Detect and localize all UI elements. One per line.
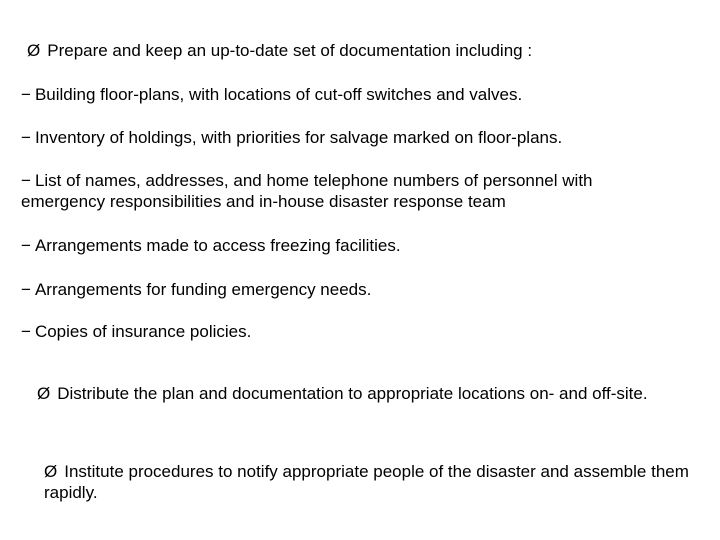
dash-bullet-icon: − <box>21 280 31 299</box>
list-item <box>21 84 522 105</box>
dash-bullet-icon: − <box>21 128 31 147</box>
arrow-bullet-icon: Ø <box>27 41 41 60</box>
dash-bullet-icon: − <box>21 171 31 190</box>
list-item <box>21 127 562 148</box>
institute-text: Institute procedures to notify appropriate people of the disaster and assemble them rapidly. <box>44 462 689 502</box>
list-item-text: Arrangements for funding emergency needs. <box>34 280 372 299</box>
arrow-bullet-icon: Ø <box>44 462 58 481</box>
list-item-text: List of names, addresses, and home telephone numbers of personnel with emergency responsibilities and in-house disaster response team <box>21 171 593 211</box>
list-item-text: Building floor-plans, with locations of cut-off switches and valves. <box>34 85 523 104</box>
arrow-bullet-icon: Ø <box>37 384 51 403</box>
institute-bullet-item <box>44 461 694 503</box>
list-item-text: Inventory of holdings, with priorities for salvage marked on floor-plans. <box>34 128 563 147</box>
distribute-text: Distribute the plan and documentation to appropriate locations on- and off-site. <box>57 384 648 403</box>
heading-bullet-item <box>27 40 532 61</box>
dash-bullet-icon: − <box>21 322 31 341</box>
dash-bullet-icon: − <box>21 85 31 104</box>
list-item-text: Arrangements made to access freezing facilities. <box>34 236 401 255</box>
list-item <box>21 279 371 300</box>
list-item-text: Copies of insurance policies. <box>34 322 252 341</box>
list-item <box>21 170 671 212</box>
list-item <box>21 235 401 256</box>
list-item <box>21 321 251 342</box>
heading-text: Prepare and keep an up-to-date set of documentation including : <box>47 41 533 60</box>
distribute-bullet-item <box>37 383 667 404</box>
dash-bullet-icon: − <box>21 236 31 255</box>
